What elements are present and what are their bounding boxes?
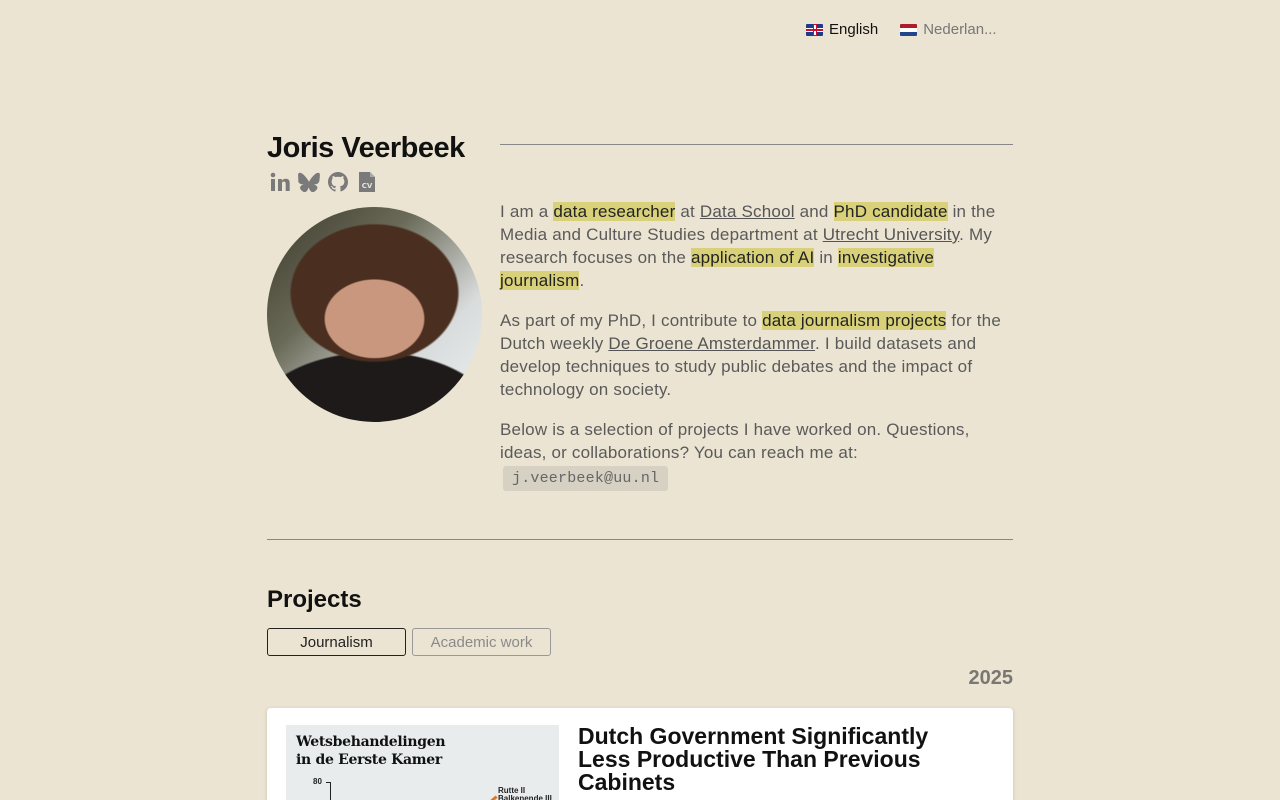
social-links (269, 171, 378, 193)
axis-line (330, 782, 331, 800)
thumbnail-title-line: Wetsbehandelingen (296, 734, 446, 750)
chart-line (486, 795, 497, 800)
divider (267, 539, 1013, 540)
bio-text: . My research focuses on the (500, 225, 993, 267)
highlight-phd-candidate: PhD candidate (833, 202, 948, 221)
tab-academic-work[interactable]: Academic work (412, 628, 551, 656)
lang-dutch-label: Nederlan... (923, 21, 997, 38)
github-icon[interactable] (327, 171, 349, 193)
highlight-investigative-journalism: investigative journalism (500, 248, 935, 290)
email-address[interactable]: j.veerbeek@uu.nl (503, 466, 668, 491)
bio-text: . (579, 271, 585, 290)
link-de-groene-amsterdammer[interactable]: De Groene Amsterdammer (608, 334, 816, 353)
link-utrecht-university[interactable]: Utrecht University (822, 225, 960, 244)
bio-text: at (675, 202, 700, 221)
bluesky-icon[interactable] (298, 171, 320, 193)
lang-english[interactable] (806, 21, 878, 38)
svg-text:CV: CV (361, 182, 373, 190)
series-label: Balkenende III (498, 794, 552, 800)
divider (500, 144, 1013, 145)
bio-text: and (794, 202, 834, 221)
bio-paragraph-2 (500, 309, 1013, 401)
bio (500, 200, 1013, 508)
bio-paragraph-1 (500, 200, 1013, 292)
bio-text: I am a (500, 202, 554, 221)
highlight-data-journalism-projects: data journalism projects (762, 311, 947, 330)
thumbnail-title (296, 733, 445, 769)
project-thumbnail (286, 725, 559, 800)
bio-text: Below is a selection of projects I have worked on. Questions, ideas, or collaborations? You can reach me at: (500, 420, 970, 462)
project-card[interactable] (267, 708, 1013, 800)
bio-text: in the Media and Culture Studies department at (500, 202, 996, 244)
lang-dutch[interactable] (900, 21, 996, 38)
bio-text: . I build datasets and develop techniques to study public debates and the impact of technology on society. (500, 334, 977, 399)
thumbnail-axis-tick: 80 (313, 777, 322, 786)
thumbnail-series-label (498, 787, 552, 800)
uk-flag-icon (806, 24, 823, 36)
lang-english-label: English (829, 21, 879, 38)
project-title: Dutch Government Significantly Less Productive Than Previous Cabinets (578, 723, 929, 795)
bio-text: in (814, 248, 838, 267)
profile-name: Joris Veerbeek (267, 132, 465, 164)
year-heading: 2025 (968, 667, 1013, 689)
nl-flag-icon (900, 24, 917, 36)
bio-text: As part of my PhD, I contribute to (500, 311, 763, 330)
project-tabs (267, 628, 551, 656)
bio-text: for the Dutch weekly (500, 311, 1001, 353)
language-switcher (806, 21, 997, 38)
tab-journalism[interactable]: Journalism (267, 628, 406, 656)
link-data-school[interactable]: Data School (699, 202, 795, 221)
projects-heading: Projects (267, 586, 362, 613)
thumbnail-title-line: in de Eerste Kamer (296, 752, 442, 768)
highlight-data-researcher: data researcher (553, 202, 676, 221)
cv-icon[interactable] (356, 171, 378, 193)
avatar (267, 207, 482, 422)
bio-paragraph-3 (500, 418, 1013, 491)
highlight-application-of-ai: application of AI (690, 248, 815, 267)
linkedin-icon[interactable] (269, 171, 291, 193)
series-label: Rutte II (498, 786, 526, 795)
